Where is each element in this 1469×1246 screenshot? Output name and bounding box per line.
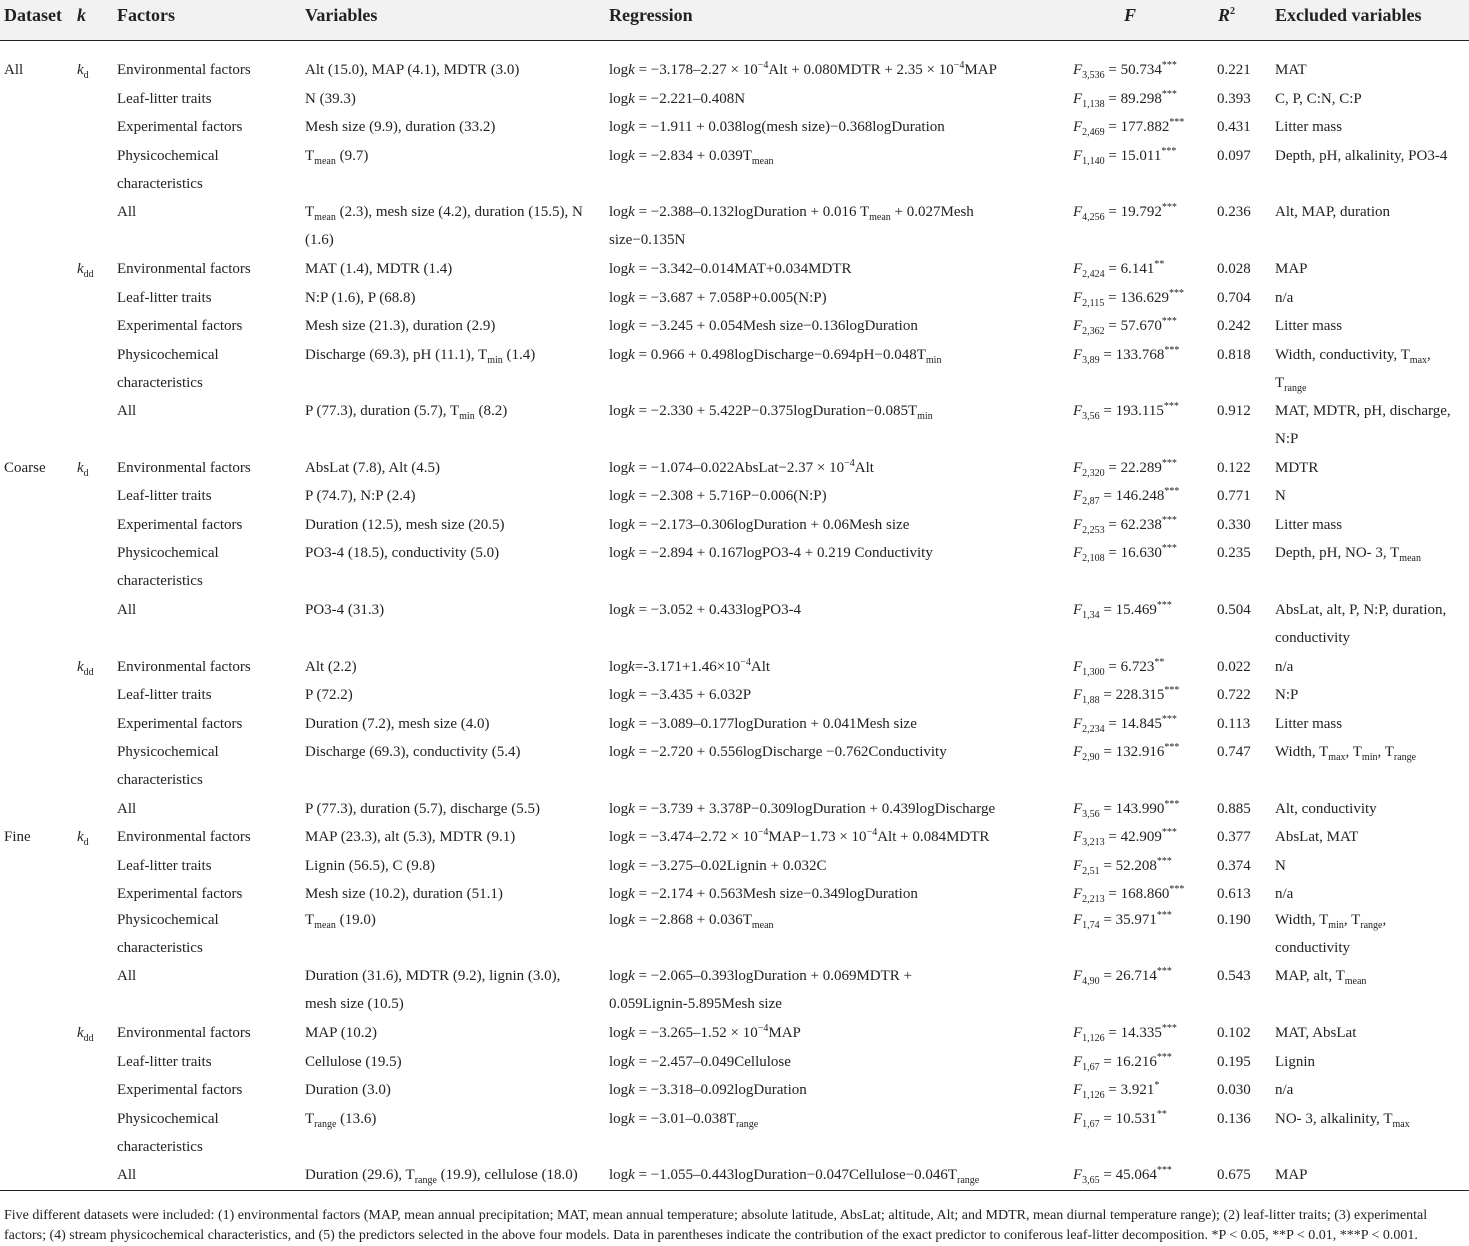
cell-variables: $T_{mean}$ (19.0) — [305, 912, 376, 931]
cell-k: $k_{dd}$ — [77, 659, 94, 678]
cell-f: $F_{3,536} = 50.734^{***}$ — [1073, 60, 1177, 81]
cell-f: $F_{2,424} = 6.141^{**}$ — [1073, 259, 1165, 280]
cell-f: $F_{2,108} = 16.630^{***}$ — [1073, 543, 1177, 564]
cell-regression: logk = −2.894 + 0.167logPO3-4 + 0.219 Conductivity — [609, 545, 933, 561]
header-r2-sup: 2 — [1230, 6, 1236, 17]
cell-excluded: Alt, conductivity — [1275, 801, 1377, 817]
cell-factor: Leaf-litter traits — [117, 687, 212, 703]
cell-regression: $\log k = -3.265-1.52 \times 10^{-4}MAP$ — [609, 1023, 801, 1041]
cell-regression: logk = −2.174 + 0.563Mesh size−0.349logDuration — [609, 886, 918, 902]
cell-excluded: MDTR — [1275, 460, 1319, 476]
cell-r2: 0.136 — [1217, 1111, 1251, 1127]
cell-f: $F_{3,89} = 133.768^{***}$ — [1073, 345, 1180, 366]
cell-f: $F_{2,234} = 14.845^{***}$ — [1073, 714, 1177, 735]
cell-regression: logk = −2.388–0.132logDuration + 0.016 $T_{mean}$ + 0.027Mesh size−0.135N — [609, 204, 974, 248]
cell-regression: logk = −2.221–0.408N — [609, 91, 746, 107]
cell-factor: Physicochemical characteristics — [117, 347, 219, 391]
cell-excluded: Litter mass — [1275, 119, 1343, 135]
cell-f: $F_{1,74} = 35.971^{***}$ — [1073, 910, 1172, 931]
cell-f: $F_{3,65} = 45.064^{***}$ — [1073, 1165, 1172, 1186]
cell-excluded: N:P — [1275, 687, 1299, 703]
cell-regression: $\log k = 0.966 + 0.498logDischarge-0.694pH-0.048T_{min}$ — [609, 347, 942, 366]
cell-regression: logk = −2.720 + 0.556logDischarge −0.762Conductivity — [609, 744, 947, 760]
cell-r2: 0.722 — [1217, 687, 1251, 703]
cell-r2: 0.613 — [1217, 886, 1251, 902]
cell-f: $F_{2,213} = 168.860^{***}$ — [1073, 884, 1185, 905]
cell-factor: Experimental factors — [117, 716, 243, 732]
cell-r2: 0.374 — [1217, 858, 1251, 874]
cell-factor: Physicochemical characteristics — [117, 744, 219, 788]
cell-excluded: MAP — [1275, 1167, 1308, 1183]
cell-k: $k_d$ — [77, 829, 89, 848]
cell-regression: logk = −3.245 + 0.054Mesh size−0.136logDuration — [609, 318, 918, 334]
cell-variables: $T_{range}$ (13.6) — [305, 1111, 377, 1130]
cell-dataset: All — [4, 62, 24, 78]
cell-f: $F_{2,469} = 177.882^{***}$ — [1073, 117, 1185, 138]
cell-f: $F_{2,51} = 52.208^{***}$ — [1073, 856, 1172, 877]
cell-regression: logk = −3.342–0.014MAT+0.034MDTR — [609, 261, 852, 277]
cell-r2: 0.704 — [1217, 290, 1251, 306]
cell-factor: Environmental factors — [117, 659, 251, 675]
header-variables: Variables — [305, 5, 378, 25]
cell-factor: Experimental factors — [117, 1082, 243, 1098]
cell-f: $F_{3,56} = 193.115^{***}$ — [1073, 401, 1179, 422]
cell-excluded: n/a — [1275, 886, 1294, 902]
cell-excluded: Litter mass — [1275, 716, 1343, 732]
cell-k: $k_d$ — [77, 62, 89, 81]
cell-variables: MAT (1.4), MDTR (1.4) — [305, 261, 453, 277]
cell-regression: logk = −3.739 + 3.378P−0.309logDuration + 0.439logDischarge — [609, 801, 996, 817]
cell-f: $F_{1,126} = 3.921^*$ — [1073, 1080, 1160, 1101]
cell-variables: $T_{mean}$ (2.3), mesh size (4.2), duration (15.5), N (1.6) — [305, 204, 583, 248]
cell-regression: $\log k = -2.834 + 0.039T_{mean}$ — [609, 148, 774, 167]
cell-regression: logk = −3.275–0.02Lignin + 0.032C — [609, 858, 827, 874]
cell-excluded: n/a — [1275, 1082, 1294, 1098]
header-excluded: Excluded variables — [1275, 5, 1422, 25]
cell-excluded: MAT, AbsLat — [1275, 1025, 1357, 1041]
header-dataset: Dataset — [4, 5, 62, 25]
cell-excluded: Litter mass — [1275, 318, 1343, 334]
cell-variables: P (77.3), duration (5.7), $T_{min}$ (8.2) — [305, 403, 508, 422]
cell-factor: All — [117, 602, 137, 618]
cell-variables: Duration (31.6), MDTR (9.2), lignin (3.0), mesh size (10.5) — [305, 968, 561, 1012]
cell-r2: 0.022 — [1217, 659, 1251, 675]
cell-factor: All — [117, 403, 137, 419]
cell-factor: Environmental factors — [117, 829, 251, 845]
cell-excluded: MAP — [1275, 261, 1308, 277]
cell-excluded: MAP, alt, $T_{mean}$ — [1275, 968, 1367, 987]
cell-factor: Leaf-litter traits — [117, 290, 212, 306]
cell-r2: 0.912 — [1217, 403, 1251, 419]
header-k: k — [77, 5, 86, 25]
cell-variables: Duration (29.6), $T_{range}$ (19.9), cellulose (18.0) — [305, 1167, 578, 1186]
cell-excluded: Width, conductivity, $T_{max}$, $T_{range}$ — [1275, 347, 1431, 394]
cell-r2: 0.747 — [1217, 744, 1251, 760]
cell-dataset: Fine — [4, 829, 31, 845]
cell-factor: Experimental factors — [117, 886, 243, 902]
cell-r2: 0.221 — [1217, 62, 1251, 78]
cell-variables: PO3-4 (31.3) — [305, 602, 385, 618]
cell-factor: All — [117, 801, 137, 817]
header-f: F — [1124, 5, 1137, 25]
cell-excluded: MAT, MDTR, pH, discharge, N:P — [1275, 403, 1451, 447]
cell-regression: $\log k = -3.474-2.72 \times 10^{-4}MAP-1.73 \times 10^{-4}Alt$ + 0.084MDTR — [609, 827, 990, 845]
cell-regression: $\log k = -2.868 + 0.036T_{mean}$ — [609, 912, 774, 931]
cell-excluded: C, P, C:N, C:P — [1275, 91, 1362, 107]
cell-variables: N (39.3) — [305, 91, 356, 107]
cell-variables: Discharge (69.3), conductivity (5.4) — [305, 744, 521, 760]
cell-excluded: Litter mass — [1275, 517, 1343, 533]
cell-factor: Environmental factors — [117, 1025, 251, 1041]
cell-variables: Alt (2.2) — [305, 659, 357, 675]
cell-k: $k_d$ — [77, 460, 89, 479]
cell-r2: 0.818 — [1217, 347, 1251, 363]
cell-k: $k_{dd}$ — [77, 1025, 94, 1044]
cell-r2: 0.543 — [1217, 968, 1251, 984]
cell-variables: Alt (15.0), MAP (4.1), MDTR (3.0) — [305, 62, 520, 78]
cell-f: $F_{4,256} = 19.792^{***}$ — [1073, 202, 1177, 223]
cell-excluded: n/a — [1275, 659, 1294, 675]
cell-factor: Environmental factors — [117, 62, 251, 78]
cell-variables: PO3-4 (18.5), conductivity (5.0) — [305, 545, 500, 561]
cell-variables: MAP (23.3), alt (5.3), MDTR (9.1) — [305, 829, 516, 845]
cell-factor: Experimental factors — [117, 318, 243, 334]
cell-variables: P (72.2) — [305, 687, 353, 703]
cell-factor: Physicochemical characteristics — [117, 1111, 219, 1155]
cell-factor: Physicochemical characteristics — [117, 148, 219, 192]
cell-r2: 0.102 — [1217, 1025, 1251, 1041]
cell-variables: P (74.7), N:P (2.4) — [305, 488, 416, 504]
cell-variables: $T_{mean}$ (9.7) — [305, 148, 369, 167]
header-r2-base: R — [1218, 5, 1231, 25]
cell-f: $F_{3,56} = 143.990^{***}$ — [1073, 799, 1180, 820]
cell-variables: MAP (10.2) — [305, 1025, 377, 1041]
cell-factor: Leaf-litter traits — [117, 858, 212, 874]
cell-factor: Leaf-litter traits — [117, 91, 212, 107]
cell-factor: Environmental factors — [117, 261, 251, 277]
cell-r2: 0.330 — [1217, 517, 1251, 533]
cell-variables: Duration (7.2), mesh size (4.0) — [305, 716, 490, 732]
cell-k: $k_{dd}$ — [77, 261, 94, 280]
cell-f: $F_{3,213} = 42.909^{***}$ — [1073, 827, 1177, 848]
cell-variables: Lignin (56.5), C (9.8) — [305, 858, 435, 874]
cell-regression: logk = −3.687 + 7.058P+0.005(N:P) — [609, 290, 827, 306]
cell-regression: $\log k = -2.330 + 5.422P-0.375logDuration-0.085T_{min}$ — [609, 403, 933, 422]
cell-r2: 0.675 — [1217, 1167, 1251, 1183]
cell-excluded: MAT — [1275, 62, 1307, 78]
cell-excluded: n/a — [1275, 290, 1294, 306]
cell-variables: P (77.3), duration (5.7), discharge (5.5) — [305, 801, 540, 817]
cell-regression: $\log k = -3.178-2.27 \times 10^{-4}Alt$ + 0.080MDTR + $2.35 \times 10^{-4}MAP$ — [609, 60, 997, 78]
table-footnote: Five different datasets were included: (1) environmental factors (MAP, mean annual precipitation; MAT, mean annual temperature; absolute latitude, AbsLat; altitude, Alt; and MDTR, mean diurnal temperature range); (2) leaf-litter traits; (3) experimental factors; (4) stream physicochemical characteristics, and (5) the predictors selected in the above four models. Data in parentheses indicate the contribution of the exact predictor to coniferous leaf-litter decomposition. *P < 0.05, **P < 0.01, ***P < 0.001. — [4, 1208, 1428, 1243]
cell-regression: logk = −1.074–0.022AbsLat−2.37 × $10^{-4}Alt$ — [609, 458, 874, 476]
cell-factor: Environmental factors — [117, 460, 251, 476]
cell-r2: 0.195 — [1217, 1054, 1251, 1070]
cell-factor: Physicochemical characteristics — [117, 545, 219, 589]
cell-factor: All — [117, 1167, 137, 1183]
cell-r2: 0.235 — [1217, 545, 1251, 561]
cell-excluded: Width, $T_{min}$, $T_{range}$, conductivity — [1275, 912, 1387, 956]
cell-factor: All — [117, 968, 137, 984]
cell-excluded: N — [1275, 858, 1286, 874]
cell-r2: 0.393 — [1217, 91, 1251, 107]
cell-excluded: Lignin — [1275, 1054, 1315, 1070]
cell-r2: 0.431 — [1217, 119, 1251, 135]
cell-variables: Mesh size (10.2), duration (51.1) — [305, 886, 503, 902]
cell-regression: logk = −3.052 + 0.433logPO3-4 — [609, 602, 802, 618]
cell-excluded: AbsLat, MAT — [1275, 829, 1359, 845]
cell-r2: 0.028 — [1217, 261, 1251, 277]
header-r2 — [1218, 3, 1235, 27]
cell-regression: logk = −2.308 + 5.716P−0.006(N:P) — [609, 488, 827, 504]
cell-regression: logk = −3.318–0.092logDuration — [609, 1082, 807, 1098]
cell-f: $F_{2,253} = 62.238^{***}$ — [1073, 515, 1177, 536]
cell-r2: 0.122 — [1217, 460, 1251, 476]
cell-excluded: Depth, pH, NO- 3, $T_{mean}$ — [1275, 545, 1421, 564]
cell-excluded: AbsLat, alt, P, N:P, duration, conductivity — [1275, 602, 1447, 646]
header-factors: Factors — [117, 5, 175, 25]
cell-excluded: N — [1275, 488, 1286, 504]
cell-r2: 0.885 — [1217, 801, 1251, 817]
cell-variables: Discharge (69.3), pH (11.1), $T_{min}$ (1.4) — [305, 347, 536, 366]
cell-variables: Mesh size (21.3), duration (2.9) — [305, 318, 496, 334]
cell-regression: logk = −3.435 + 6.032P — [609, 687, 752, 703]
cell-r2: 0.771 — [1217, 488, 1251, 504]
cell-variables: AbsLat (7.8), Alt (4.5) — [305, 460, 440, 476]
cell-regression: $\log k = -1.055-0.443logDuration-0.047Cellulose-0.046T_{range}$ — [609, 1167, 980, 1186]
cell-f: $F_{4,90} = 26.714^{***}$ — [1073, 966, 1172, 987]
cell-f: $F_{1,300} = 6.723^{**}$ — [1073, 657, 1165, 678]
cell-regression: logk = −2.173–0.306logDuration + 0.06Mesh size — [609, 517, 910, 533]
cell-f: $F_{1,67} = 16.216^{***}$ — [1073, 1052, 1172, 1073]
cell-regression: logk = −3.089–0.177logDuration + 0.041Mesh size — [609, 716, 917, 732]
cell-variables: Duration (12.5), mesh size (20.5) — [305, 517, 505, 533]
cell-r2: 0.030 — [1217, 1082, 1251, 1098]
cell-regression: logk = −1.911 + 0.038log(mesh size)−0.368logDuration — [609, 119, 945, 135]
cell-factor: Experimental factors — [117, 119, 243, 135]
cell-excluded: Width, $T_{max}$, $T_{min}$, $T_{range}$ — [1275, 744, 1417, 763]
cell-f: $F_{2,87} = 146.248^{***}$ — [1073, 486, 1180, 507]
cell-excluded: NO- 3, alkalinity, $T_{max}$ — [1275, 1111, 1410, 1130]
cell-factor: Leaf-litter traits — [117, 1054, 212, 1070]
cell-f: $F_{2,90} = 132.916^{***}$ — [1073, 742, 1180, 763]
cell-variables: N:P (1.6), P (68.8) — [305, 290, 416, 306]
cell-r2: 0.113 — [1217, 716, 1251, 732]
cell-excluded: Depth, pH, alkalinity, PO3-4 — [1275, 148, 1448, 164]
cell-r2: 0.242 — [1217, 318, 1251, 334]
cell-variables: Cellulose (19.5) — [305, 1054, 402, 1070]
cell-regression: logk = −2.065–0.393logDuration + 0.069MDTR + 0.059Lignin-5.895Mesh size — [609, 968, 913, 1012]
cell-regression: $\log k = -3.01-0.038T_{range}$ — [609, 1111, 759, 1130]
cell-regression: logk = −2.457–0.049Cellulose — [609, 1054, 791, 1070]
cell-f: $F_{1,138} = 89.298^{***}$ — [1073, 89, 1177, 110]
cell-regression: $\log k=-3.171+1.46\times 10^{-4}Alt$ — [609, 657, 771, 675]
cell-variables: Duration (3.0) — [305, 1082, 391, 1098]
table-header — [0, 0, 1469, 41]
cell-r2: 0.377 — [1217, 829, 1251, 845]
cell-factor: Leaf-litter traits — [117, 488, 212, 504]
cell-variables: Mesh size (9.9), duration (33.2) — [305, 119, 496, 135]
cell-f: $F_{2,362} = 57.670^{***}$ — [1073, 316, 1177, 337]
cell-factor: Physicochemical characteristics — [117, 912, 219, 956]
cell-r2: 0.190 — [1217, 912, 1251, 928]
cell-f: $F_{1,126} = 14.335^{***}$ — [1073, 1023, 1177, 1044]
cell-f: $F_{1,140} = 15.011^{***}$ — [1073, 146, 1177, 167]
cell-f: $F_{1,88} = 228.315^{***}$ — [1073, 685, 1180, 706]
cell-f: $F_{2,115} = 136.629^{***}$ — [1073, 288, 1185, 309]
cell-factor: All — [117, 204, 137, 220]
cell-r2: 0.097 — [1217, 148, 1251, 164]
cell-r2: 0.236 — [1217, 204, 1251, 220]
cell-f: $F_{2,320} = 22.289^{***}$ — [1073, 458, 1177, 479]
table-bottom-rule — [0, 1190, 1469, 1191]
cell-f: $F_{1,34} = 15.469^{***}$ — [1073, 600, 1172, 621]
cell-f: $F_{1,67} = 10.531^{**}$ — [1073, 1109, 1167, 1130]
header-regression: Regression — [609, 5, 693, 25]
cell-r2: 0.504 — [1217, 602, 1251, 618]
cell-factor: Experimental factors — [117, 517, 243, 533]
cell-dataset: Coarse — [4, 460, 46, 476]
cell-excluded: Alt, MAP, duration — [1275, 204, 1391, 220]
